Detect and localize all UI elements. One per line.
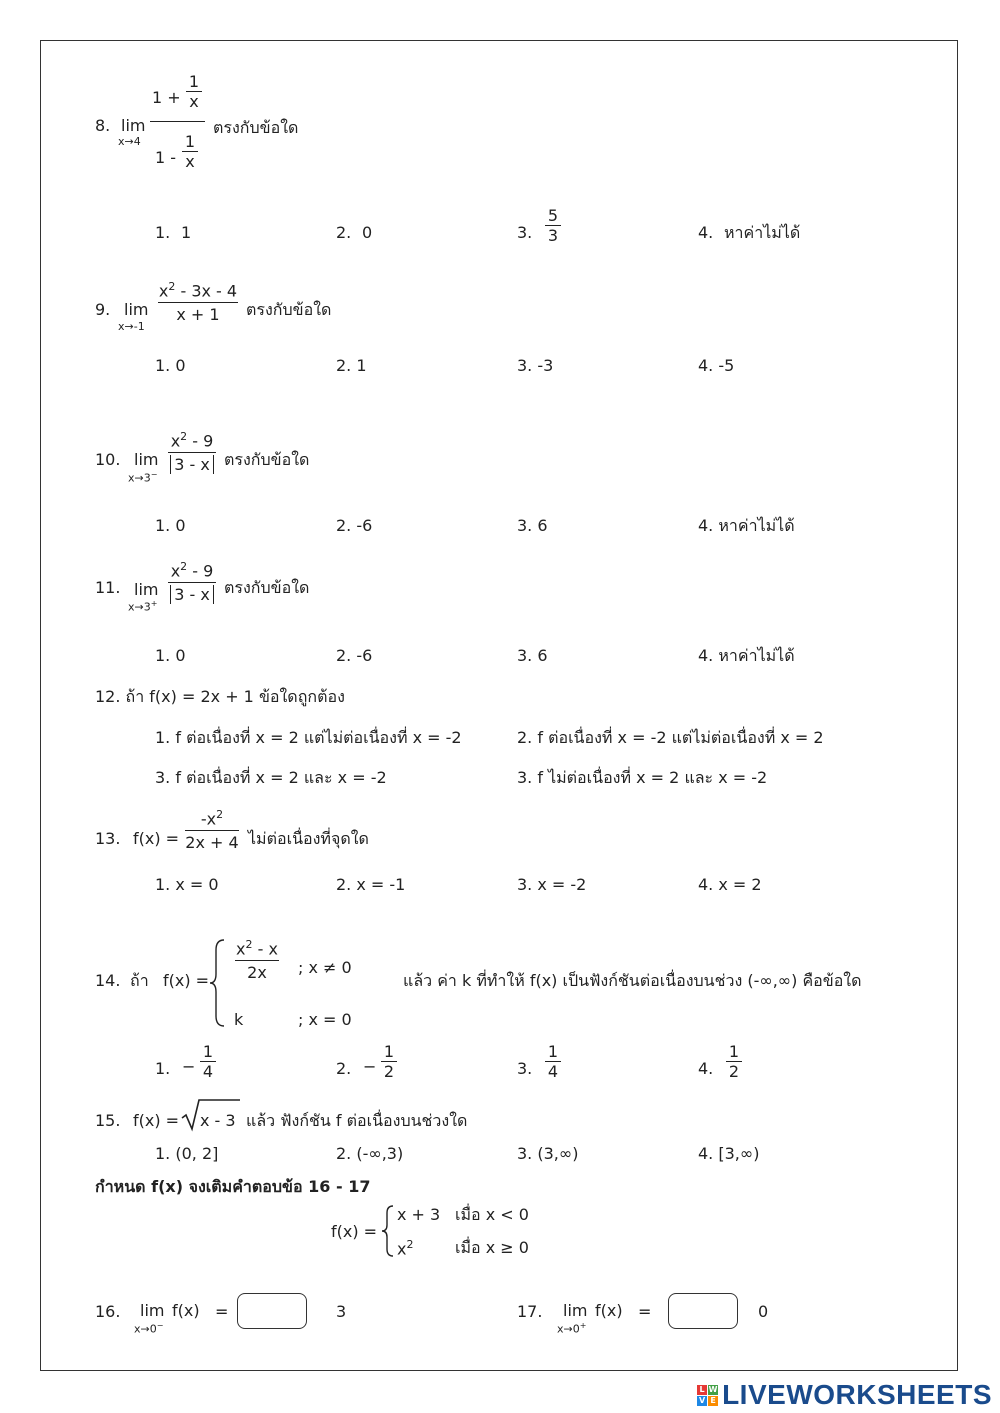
q15-opt1[interactable]: 1. (0, 2]: [155, 1144, 219, 1163]
q10-fraction: [168, 430, 216, 474]
q13-number: 13.: [95, 829, 121, 848]
q11-lim-sub: [128, 599, 157, 614]
q8-opt1-value[interactable]: 1: [181, 223, 192, 242]
liveworksheets-footer[interactable]: [697, 1379, 992, 1411]
q8-lim: lim: [121, 116, 146, 135]
q8-main-bar: [150, 121, 205, 122]
given-case1-cond: เมื่อ x < 0: [455, 1205, 529, 1224]
q10-opt3[interactable]: 3. 6: [517, 516, 548, 535]
q14-opt3-n: 1: [547, 1042, 559, 1061]
q10-numerator-rest: - 9: [187, 431, 214, 451]
q8-den-top: 1 -: [155, 148, 177, 167]
q17-fx: f(x): [595, 1301, 623, 1320]
q8-num-one: 1: [188, 72, 200, 91]
given-heading: กำหนด f(x) จงเติมคำตอบข้อ 16 - 17: [95, 1177, 371, 1196]
q14-opt2-sign[interactable]: −: [363, 1057, 377, 1076]
q13-opt4[interactable]: 4. x = 2: [698, 875, 762, 894]
q12-opt1[interactable]: 1. f ต่อเนื่องที่ x = 2 แต่ไม่ต่อเนื่องที่ x = -2: [155, 728, 462, 747]
q16-number: 16.: [95, 1302, 121, 1321]
q11-number: 11.: [95, 578, 121, 597]
q8-num-top: 1 +: [152, 88, 181, 107]
q15-opt2[interactable]: 2. (-∞,3): [336, 1144, 404, 1163]
given-case2: [397, 1238, 413, 1258]
q8-den-one: 1: [184, 132, 196, 151]
q9-fraction: [158, 280, 238, 324]
q17-number: 17.: [517, 1302, 543, 1321]
q8-opt3-label[interactable]: 3.: [517, 223, 533, 242]
q14-opt2-label[interactable]: 2.: [336, 1059, 352, 1078]
q14-case1-num-rest: - x: [252, 939, 278, 959]
q12-opt4[interactable]: 3. f ไม่ต่อเนื่องที่ x = 2 และ x = -2: [517, 768, 768, 787]
q11-exp: 2: [180, 560, 188, 573]
q15-opt4[interactable]: 4. [3,∞): [698, 1144, 760, 1163]
q14-case1-cond: ; x ≠ 0: [298, 958, 352, 977]
logo-cell-4: E: [708, 1396, 718, 1406]
q13-denominator: 2x + 4: [185, 833, 239, 853]
q16-answer: 3: [336, 1302, 347, 1321]
q14-opt4-d: 2: [728, 1062, 740, 1081]
given-case2-cond: เมื่อ x ≥ 0: [455, 1238, 529, 1257]
q10-opt4[interactable]: 4. หาค่าไม่ได้: [698, 516, 795, 535]
q9-opt1[interactable]: 1. 0: [155, 356, 186, 375]
q16-answer-box[interactable]: [237, 1293, 307, 1329]
given-case2-x: x: [397, 1239, 407, 1259]
q10-exp: 2: [180, 430, 188, 443]
q15-fx: f(x) =: [133, 1111, 180, 1130]
q13-suffix: ไม่ต่อเนื่องที่จุดใด: [248, 829, 369, 848]
q14-opt2-d: 2: [383, 1062, 395, 1081]
q16-lim-sub-text: x→0: [134, 1322, 157, 1336]
q9-denominator: x + 1: [176, 305, 220, 325]
q8-opt4-value[interactable]: หาค่าไม่ได้: [724, 223, 801, 242]
q8-num-x: x: [189, 92, 199, 111]
q13-fraction: [185, 808, 239, 852]
q11-lim-sub-text: x→3: [128, 600, 151, 614]
q12-opt3[interactable]: 3. f ต่อเนื่องที่ x = 2 และ x = -2: [155, 768, 387, 787]
q8-opt2-value[interactable]: 0: [362, 223, 373, 242]
q14-opt3-frac[interactable]: [545, 1042, 561, 1081]
q14-opt2-frac[interactable]: [381, 1042, 397, 1081]
q11-lim: lim: [134, 580, 159, 599]
q14-case1-num: x: [236, 939, 246, 959]
q13-opt2[interactable]: 2. x = -1: [336, 875, 406, 894]
q8-suffix: ตรงกับข้อใด: [213, 118, 299, 137]
q17-lim-sub-text: x→0: [557, 1322, 580, 1336]
q9-opt3[interactable]: 3. -3: [517, 356, 554, 375]
q14-case1-fraction: [235, 938, 279, 982]
q10-suffix: ตรงกับข้อใด: [224, 450, 310, 469]
q10-lim-sub-text: x→3: [128, 471, 151, 485]
q10-denominator: 3 - x: [170, 455, 214, 474]
q10-number: 10.: [95, 450, 121, 469]
q9-lim-sub: x→-1: [118, 320, 145, 333]
q13-fx: f(x) =: [133, 829, 180, 848]
q13-opt3[interactable]: 3. x = -2: [517, 875, 587, 894]
q14-opt4-label[interactable]: 4.: [698, 1059, 714, 1078]
liveworksheets-brand: LIVEWORKSHEETS: [722, 1379, 992, 1410]
q10-lim-sub: [128, 470, 157, 485]
q14-opt1-n: 1: [202, 1042, 214, 1061]
q13-opt1[interactable]: 1. x = 0: [155, 875, 219, 894]
liveworksheets-logo-icon: [697, 1385, 718, 1406]
q14-case1-den: 2x: [247, 963, 267, 983]
q10-numerator-x: x: [170, 431, 181, 451]
q16-eq: =: [215, 1302, 229, 1321]
q9-lim: lim: [124, 300, 149, 319]
q14-case1-exp: 2: [245, 938, 253, 951]
q14-opt2-n: 1: [383, 1042, 395, 1061]
q8-opt3-numerator: 5: [547, 206, 559, 225]
q14-opt1-label[interactable]: 1.: [155, 1059, 171, 1078]
q10-lim: lim: [134, 450, 159, 469]
q9-suffix: ตรงกับข้อใด: [246, 300, 332, 319]
q11-opt4[interactable]: 4. หาค่าไม่ได้: [698, 646, 795, 665]
q8-den-frac: [182, 132, 198, 171]
q9-numerator-x: x: [158, 281, 169, 301]
logo-cell-3: V: [698, 1395, 706, 1405]
q14-fx: f(x) =: [163, 971, 210, 990]
q11-opt3[interactable]: 3. 6: [517, 646, 548, 665]
q12-question: 12. ถ้า f(x) = 2x + 1 ข้อใดถูกต้อง: [95, 687, 345, 706]
q9-exp: 2: [168, 280, 176, 293]
q14-case2-val: k: [234, 1010, 244, 1029]
q14-if: ถ้า: [130, 971, 149, 990]
q16-fx: f(x): [172, 1301, 200, 1320]
q17-lim: lim: [563, 1301, 588, 1320]
q8-opt2-label[interactable]: 2.: [336, 223, 352, 242]
q11-opt1[interactable]: 1. 0: [155, 646, 186, 665]
q8-den-x: x: [185, 152, 195, 171]
q14-opt3-label[interactable]: 3.: [517, 1059, 533, 1078]
q9-opt4[interactable]: 4. -5: [698, 356, 735, 375]
q14-opt1-d: 4: [202, 1062, 214, 1081]
q17-eq: =: [638, 1302, 652, 1321]
q9-number: 9.: [95, 300, 111, 319]
q8-num-frac: [186, 72, 202, 111]
q16-lim-sign: −: [156, 1321, 164, 1330]
q14-opt4-frac[interactable]: [726, 1042, 742, 1081]
q14-opt3-d: 4: [547, 1062, 559, 1081]
q8-number: 8.: [95, 116, 111, 135]
given-case1: x + 3: [397, 1205, 441, 1224]
q15-number: 15.: [95, 1111, 121, 1130]
q17-lim-sub: [557, 1321, 586, 1336]
given-case2-exp: 2: [406, 1238, 414, 1251]
q14-opt1-frac[interactable]: [200, 1042, 216, 1081]
q10-lim-sign: −: [150, 470, 158, 479]
q11-numerator-rest: - 9: [187, 561, 214, 581]
q17-answer: 0: [758, 1302, 769, 1321]
q13-numerator: -x: [200, 809, 217, 829]
q9-opt2[interactable]: 2. 1: [336, 356, 367, 375]
q12-opt2[interactable]: 2. f ต่อเนื่องที่ x = -2 แต่ไม่ต่อเนื่องที่ x = 2: [517, 728, 824, 747]
q14-opt1-sign[interactable]: −: [182, 1057, 196, 1076]
q11-denominator: 3 - x: [170, 585, 214, 604]
q10-opt2[interactable]: 2. -6: [336, 516, 373, 535]
given-fx: f(x) =: [331, 1222, 378, 1241]
q13-exp: 2: [216, 808, 224, 821]
q16-lim: lim: [140, 1301, 165, 1320]
q17-lim-sign: +: [579, 1321, 587, 1330]
q8-opt3-frac[interactable]: [545, 206, 561, 245]
q15-suffix: แล้ว ฟังก์ชัน f ต่อเนื่องบนช่วงใด: [246, 1111, 468, 1130]
q8-lim-sub: x→4: [118, 135, 141, 148]
q14-case2-cond: ; x = 0: [298, 1010, 352, 1029]
q11-suffix: ตรงกับข้อใด: [224, 578, 310, 597]
q14-number: 14.: [95, 971, 121, 990]
q9-numerator-rest: - 3x - 4: [175, 281, 238, 301]
q11-lim-sign: +: [150, 599, 158, 608]
q14-opt4-n: 1: [728, 1042, 740, 1061]
q15-radicand: x - 3: [200, 1111, 236, 1130]
logo-cell-2: W: [708, 1384, 718, 1394]
q10-opt1[interactable]: 1. 0: [155, 516, 186, 535]
q14-brace-icon: [208, 938, 228, 1028]
given-brace-icon: [380, 1204, 396, 1258]
q11-opt2[interactable]: 2. -6: [336, 646, 373, 665]
q8-opt3-denominator: 3: [547, 226, 559, 245]
q15-opt3[interactable]: 3. (3,∞): [517, 1144, 579, 1163]
q16-lim-sub: [134, 1321, 163, 1336]
q11-fraction: [168, 560, 216, 604]
q8-opt1-label[interactable]: 1.: [155, 223, 171, 242]
logo-cell-1: L: [697, 1385, 707, 1395]
q8-opt4-label[interactable]: 4.: [698, 223, 714, 242]
q11-numerator-x: x: [170, 561, 181, 581]
q17-answer-box[interactable]: [668, 1293, 738, 1329]
q14-suffix: แล้ว ค่า k ที่ทำให้ f(x) เป็นฟังก์ชันต่อเนื่องบนช่วง (-∞,∞) คือข้อใด: [403, 971, 862, 990]
